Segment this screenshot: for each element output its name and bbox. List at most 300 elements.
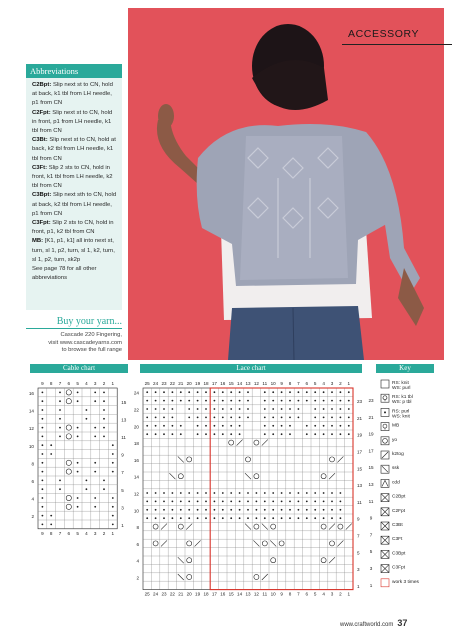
- lace_chart-row-label: 18: [133, 441, 139, 447]
- key-label: WS: knit: [392, 414, 410, 420]
- purl-dot: [180, 492, 182, 494]
- purl-dot: [180, 425, 182, 427]
- purl-dot: [323, 517, 325, 519]
- lace_chart-col-label: 24: [153, 381, 159, 386]
- abbreviation-term: MB:: [32, 238, 45, 245]
- purl-dot: [306, 425, 308, 427]
- abbreviation-term: C2Fpt:: [32, 109, 53, 116]
- purl-dot: [77, 462, 79, 464]
- purl-dot: [256, 501, 258, 503]
- purl-dot: [146, 391, 148, 393]
- lace_chart-row-label: 10: [133, 508, 139, 514]
- purl-dot: [172, 391, 174, 393]
- purl-dot: [172, 433, 174, 435]
- abbreviation-term: C3Bt:: [32, 137, 50, 144]
- purl-dot: [264, 408, 266, 410]
- key-label: C3Bpt: [392, 551, 406, 557]
- abbreviation-definition: [K1, p1, k1] all into next st, turn, sl 1, p2, turn, sl 1, k2, turn, sl 1, p2, turn, sk2p: [32, 238, 115, 263]
- purl-dot: [172, 417, 174, 419]
- purl-dot: [272, 391, 274, 393]
- purl-dot: [146, 492, 148, 494]
- purl-dot: [281, 391, 283, 393]
- purl-dot: [77, 427, 79, 429]
- lace_chart-col-label: 18: [203, 381, 209, 386]
- purl-dot: [298, 408, 300, 410]
- key-row-number: 21: [368, 414, 374, 420]
- lace_chart-col-label: 10: [270, 591, 276, 597]
- purl-dot: [163, 400, 165, 402]
- purl-dot: [264, 509, 266, 511]
- purl-dot: [42, 436, 44, 438]
- purl-dot: [163, 417, 165, 419]
- lace_chart-row-label: 21: [357, 415, 363, 421]
- key-label: MB: [392, 423, 400, 429]
- purl-dot: [239, 391, 241, 393]
- purl-dot: [214, 425, 216, 427]
- purl-dot: [256, 517, 258, 519]
- key-label: C3Fpt: [392, 565, 406, 571]
- purl-dot: [222, 417, 224, 419]
- purl-dot: [214, 417, 216, 419]
- purl-dot: [298, 417, 300, 419]
- cable_chart-col-label: 2: [102, 530, 106, 536]
- purl-dot: [331, 400, 333, 402]
- purl-dot: [314, 391, 316, 393]
- purl-dot: [230, 492, 232, 494]
- purl-dot: [222, 501, 224, 503]
- purl-dot: [155, 433, 157, 435]
- key-label: work 3 times: [392, 579, 419, 585]
- purl-dot: [230, 501, 232, 503]
- key-label: WS: p tbl: [392, 400, 412, 406]
- key-row-number: 17: [368, 448, 374, 454]
- purl-dot: [77, 506, 79, 508]
- purl-dot: [59, 427, 61, 429]
- purl-dot: [314, 509, 316, 511]
- cable_chart-row-label: 5: [121, 487, 124, 493]
- purl-dot: [155, 391, 157, 393]
- purl-dot: [205, 433, 207, 435]
- purl-dot: [264, 433, 266, 435]
- purl-dot: [331, 417, 333, 419]
- purl-dot: [163, 425, 165, 427]
- purl-dot: [50, 444, 52, 446]
- purl-dot: [172, 517, 174, 519]
- lace_chart-col-label: 21: [178, 591, 184, 597]
- yarn-line-2[interactable]: visit www.cascadeyarns.com: [48, 339, 122, 346]
- purl-dot: [331, 509, 333, 511]
- purl-dot: [340, 417, 342, 419]
- purl-dot: [214, 517, 216, 519]
- purl-dot: [222, 408, 224, 410]
- purl-dot: [289, 517, 291, 519]
- purl-dot: [59, 436, 61, 438]
- purl-dot: [348, 400, 350, 402]
- cable_chart-row-label: 16: [28, 391, 34, 397]
- purl-dot: [323, 425, 325, 427]
- purl-dot: [230, 509, 232, 511]
- purl-dot: [281, 408, 283, 410]
- purl-dot: [59, 400, 61, 402]
- key-label: C3Ft: [392, 537, 403, 543]
- purl-dot: [348, 433, 350, 435]
- purl-dot: [239, 400, 241, 402]
- purl-dot: [239, 417, 241, 419]
- abbreviation-definition: See page 78 for all other abbreviations: [32, 266, 97, 282]
- purl-dot: [188, 501, 190, 503]
- lace_chart-col-label: 6: [305, 381, 309, 386]
- purl-dot: [172, 509, 174, 511]
- purl-dot: [94, 427, 96, 429]
- purl-dot: [348, 425, 350, 427]
- cable_chart-row-label: 14: [28, 408, 34, 414]
- purl-dot: [323, 391, 325, 393]
- purl-dot: [103, 400, 105, 402]
- key-row-number: 1: [369, 582, 373, 588]
- lace_chart-row-label: 14: [133, 474, 139, 480]
- lace_chart-col-label: 15: [228, 591, 234, 597]
- purl-dot: [42, 506, 44, 508]
- purl-dot: [323, 400, 325, 402]
- purl-dot: [197, 425, 199, 427]
- purl-dot: [314, 417, 316, 419]
- purl-dot: [230, 417, 232, 419]
- purl-dot: [205, 400, 207, 402]
- cable_chart-row-label: 6: [31, 479, 34, 485]
- purl-dot: [77, 392, 79, 394]
- purl-dot: [247, 509, 249, 511]
- page-footer: [340, 618, 440, 628]
- purl-dot: [205, 425, 207, 427]
- purl-dot: [289, 391, 291, 393]
- purl-dot: [180, 391, 182, 393]
- purl-dot: [188, 417, 190, 419]
- purl-dot: [340, 501, 342, 503]
- purl-dot: [298, 492, 300, 494]
- lace_chart-col-label: 6: [305, 591, 309, 597]
- purl-dot: [230, 517, 232, 519]
- lace_chart-col-label: 13: [245, 591, 251, 597]
- cable_chart-row-label: 4: [31, 496, 34, 502]
- purl-dot: [86, 418, 88, 420]
- purl-dot: [281, 417, 283, 419]
- purl-dot: [331, 517, 333, 519]
- lace_chart-col-label: 12: [253, 591, 259, 597]
- purl-dot: [77, 471, 79, 473]
- purl-dot: [230, 433, 232, 435]
- purl-dot: [348, 391, 350, 393]
- purl-dot: [214, 509, 216, 511]
- purl-dot: [314, 408, 316, 410]
- lace_chart-col-label: 25: [144, 381, 150, 386]
- purl-dot: [205, 501, 207, 503]
- key-row-number: 5: [369, 549, 373, 555]
- purl-dot: [272, 417, 274, 419]
- lace_chart-row-label: 17: [357, 449, 363, 455]
- cable_chart-row-label: 13: [121, 417, 127, 423]
- lace_chart-col-label: 22: [169, 381, 175, 386]
- purl-dot: [112, 506, 114, 508]
- cable_chart-col-label: 1: [111, 381, 115, 386]
- purl-dot: [146, 417, 148, 419]
- purl-dot: [340, 408, 342, 410]
- purl-dot: [272, 501, 274, 503]
- purl-dot: [59, 392, 61, 394]
- purl-dot: [247, 400, 249, 402]
- purl-dot: [306, 433, 308, 435]
- purl-dot: [323, 501, 325, 503]
- purl-dot: [264, 517, 266, 519]
- purl-dot: [112, 453, 114, 455]
- purl-dot: [289, 408, 291, 410]
- purl-dot: [155, 492, 157, 494]
- purl-dot: [103, 436, 105, 438]
- lace_chart-col-label: 4: [322, 381, 325, 386]
- key-label: cdd: [392, 480, 400, 486]
- purl-dot: [50, 524, 52, 526]
- purl-dot: [103, 427, 105, 429]
- lace_chart-row-label: 15: [357, 466, 363, 472]
- yarn-line-3: to browse the full range: [61, 347, 122, 354]
- lace_chart-row-label: 8: [136, 525, 139, 531]
- purl-dot: [306, 400, 308, 402]
- purl-dot: [112, 524, 114, 526]
- purl-dot: [155, 517, 157, 519]
- purl-dot: [103, 392, 105, 394]
- purl-dot: [42, 427, 44, 429]
- purl-dot: [298, 501, 300, 503]
- abbreviation-definition: Slip next st to CN, hold in front, p1 from LH needle, k1 tbl from CN: [32, 109, 113, 135]
- purl-dot: [180, 517, 182, 519]
- lace_chart-row-label: 23: [357, 399, 363, 405]
- abbreviation-definition: Slip next sth to CN, hold at back, k2 tbl from LH needle, p1 from CN: [32, 192, 117, 217]
- cable_chart-col-label: 8: [49, 530, 53, 536]
- purl-dot: [146, 517, 148, 519]
- purl-dot: [205, 517, 207, 519]
- purl-dot: [222, 509, 224, 511]
- purl-dot: [146, 425, 148, 427]
- purl-dot: [264, 400, 266, 402]
- purl-dot: [103, 480, 105, 482]
- purl-dot: [340, 425, 342, 427]
- purl-dot: [289, 509, 291, 511]
- purl-dot: [272, 425, 274, 427]
- purl-dot: [281, 400, 283, 402]
- purl-dot: [86, 480, 88, 482]
- abbreviation-definition: Slip next st to CN, hold at back, k1 tbl from LH needle, p1 from CN: [32, 82, 113, 107]
- cable_chart-col-label: 6: [67, 381, 71, 386]
- cable_chart-row-label: 3: [121, 505, 124, 511]
- purl-dot: [163, 501, 165, 503]
- purl-dot: [306, 517, 308, 519]
- purl-dot: [340, 400, 342, 402]
- section-label: ACCESSORY: [348, 28, 420, 40]
- purl-dot: [230, 425, 232, 427]
- purl-dot: [222, 433, 224, 435]
- cable_chart-row-label: 15: [121, 399, 127, 405]
- purl-dot: [256, 492, 258, 494]
- cable_chart-col-label: 7: [58, 530, 62, 536]
- cable_chart-row-label: 7: [121, 470, 124, 476]
- lace_chart-col-label: 2: [339, 381, 342, 386]
- footer-url[interactable]: www.craftworld.com: [340, 622, 394, 628]
- purl-dot: [42, 524, 44, 526]
- purl-dot: [306, 492, 308, 494]
- purl-dot: [239, 408, 241, 410]
- purl-dot: [272, 517, 274, 519]
- purl-dot: [281, 425, 283, 427]
- purl-dot: [289, 492, 291, 494]
- purl-dot: [42, 409, 44, 411]
- purl-dot: [239, 425, 241, 427]
- cable_chart-row-label: 12: [28, 426, 34, 432]
- lace_chart-row-label: 4: [136, 558, 139, 564]
- purl-dot: [340, 391, 342, 393]
- purl-dot: [289, 400, 291, 402]
- lace_chart-col-label: 20: [186, 591, 192, 597]
- purl-dot: [59, 488, 61, 490]
- key-label: C2Fpt: [392, 508, 406, 514]
- purl-dot: [247, 391, 249, 393]
- key-purl-dot: [384, 411, 386, 413]
- lace_chart-col-label: 13: [245, 381, 251, 386]
- cable_chart-col-label: 9: [41, 381, 44, 386]
- purl-dot: [247, 492, 249, 494]
- purl-dot: [163, 433, 165, 435]
- purl-dot: [323, 492, 325, 494]
- key-title: Key: [376, 364, 434, 373]
- lace_chart-row-label: 3: [357, 567, 360, 573]
- purl-dot: [272, 509, 274, 511]
- purl-dot: [42, 480, 44, 482]
- lace_chart-col-label: 1: [347, 381, 351, 386]
- lace_chart-col-label: 17: [211, 381, 217, 386]
- purl-dot: [323, 417, 325, 419]
- key-label: RS: k1 tbl: [392, 395, 413, 401]
- lace_chart-row-label: 24: [133, 390, 139, 396]
- purl-dot: [340, 509, 342, 511]
- purl-dot: [230, 400, 232, 402]
- purl-dot: [103, 488, 105, 490]
- purl-dot: [197, 501, 199, 503]
- lace_chart-col-label: 18: [203, 591, 209, 597]
- purl-dot: [281, 517, 283, 519]
- purl-dot: [146, 400, 148, 402]
- purl-dot: [331, 501, 333, 503]
- lace_chart-col-label: 11: [262, 381, 268, 386]
- purl-dot: [289, 433, 291, 435]
- purl-dot: [306, 509, 308, 511]
- purl-dot: [222, 517, 224, 519]
- cable_chart-col-label: 7: [58, 381, 62, 386]
- lace_chart-row-label: 11: [357, 499, 362, 505]
- purl-dot: [197, 492, 199, 494]
- cable_chart-col-label: 5: [76, 381, 79, 386]
- cable_chart-col-label: 6: [67, 530, 71, 536]
- purl-dot: [59, 480, 61, 482]
- page-number: 37: [397, 618, 408, 628]
- lace_chart-row-label: 5: [357, 550, 360, 556]
- yarn-title: Buy your yarn...: [56, 316, 122, 327]
- cable_chart-col-label: 1: [111, 530, 115, 536]
- purl-dot: [42, 497, 44, 499]
- lace_chart-col-label: 19: [195, 591, 201, 597]
- cable_chart-col-label: 8: [49, 381, 53, 386]
- lace_chart-col-label: 11: [262, 591, 268, 597]
- purl-dot: [264, 492, 266, 494]
- purl-dot: [94, 497, 96, 499]
- purl-dot: [155, 501, 157, 503]
- lace_chart-row-label: 16: [133, 457, 139, 463]
- lace_chart-col-label: 25: [144, 591, 150, 597]
- purl-dot: [214, 433, 216, 435]
- purl-dot: [239, 509, 241, 511]
- purl-dot: [94, 471, 96, 473]
- purl-dot: [264, 501, 266, 503]
- purl-dot: [112, 462, 114, 464]
- key-label: RS: purl: [392, 409, 410, 415]
- purl-dot: [289, 425, 291, 427]
- purl-dot: [112, 444, 114, 446]
- purl-dot: [155, 509, 157, 511]
- lace_chart-col-label: 3: [330, 381, 334, 386]
- lace_chart-col-label: 9: [280, 381, 283, 386]
- purl-dot: [197, 433, 199, 435]
- key-label: k2tog: [392, 452, 404, 457]
- cable_chart-col-label: 5: [76, 530, 79, 536]
- purl-dot: [188, 408, 190, 410]
- purl-dot: [42, 418, 44, 420]
- purl-dot: [94, 462, 96, 464]
- abbreviation-definition: Slip 2 sts to CN, hold in front, k1 tbl from LH needle, k2 tbl from CN: [32, 164, 113, 190]
- abbreviation-definition: Slip 2 sts to CN, hold in front, p1, k2 tbl from CN: [32, 220, 114, 236]
- cable_chart-row-label: 2: [31, 514, 34, 520]
- purl-dot: [50, 515, 52, 517]
- purl-dot: [42, 400, 44, 402]
- purl-dot: [239, 492, 241, 494]
- purl-dot: [239, 433, 241, 435]
- cable_chart-row-label: 8: [31, 461, 34, 467]
- purl-dot: [197, 408, 199, 410]
- purl-dot: [42, 471, 44, 473]
- purl-dot: [340, 517, 342, 519]
- purl-dot: [256, 509, 258, 511]
- yarn-line-1: Cascade 220 Fingering,: [60, 332, 122, 338]
- purl-dot: [86, 409, 88, 411]
- purl-dot: [222, 391, 224, 393]
- purl-dot: [205, 509, 207, 511]
- purl-dot: [340, 492, 342, 494]
- lace_chart-row-label: 22: [133, 407, 139, 413]
- lace_chart-row-label: 20: [133, 424, 139, 430]
- purl-dot: [155, 417, 157, 419]
- purl-dot: [94, 400, 96, 402]
- purl-dot: [94, 506, 96, 508]
- purl-dot: [331, 492, 333, 494]
- purl-dot: [331, 408, 333, 410]
- purl-dot: [59, 418, 61, 420]
- purl-dot: [298, 509, 300, 511]
- purl-dot: [103, 418, 105, 420]
- key-row-number: 7: [369, 532, 373, 538]
- purl-dot: [163, 517, 165, 519]
- purl-dot: [289, 501, 291, 503]
- lace_chart-col-label: 1: [347, 591, 351, 597]
- purl-dot: [214, 408, 216, 410]
- purl-dot: [146, 509, 148, 511]
- purl-dot: [180, 433, 182, 435]
- lace_chart-row-label: 1: [357, 583, 360, 589]
